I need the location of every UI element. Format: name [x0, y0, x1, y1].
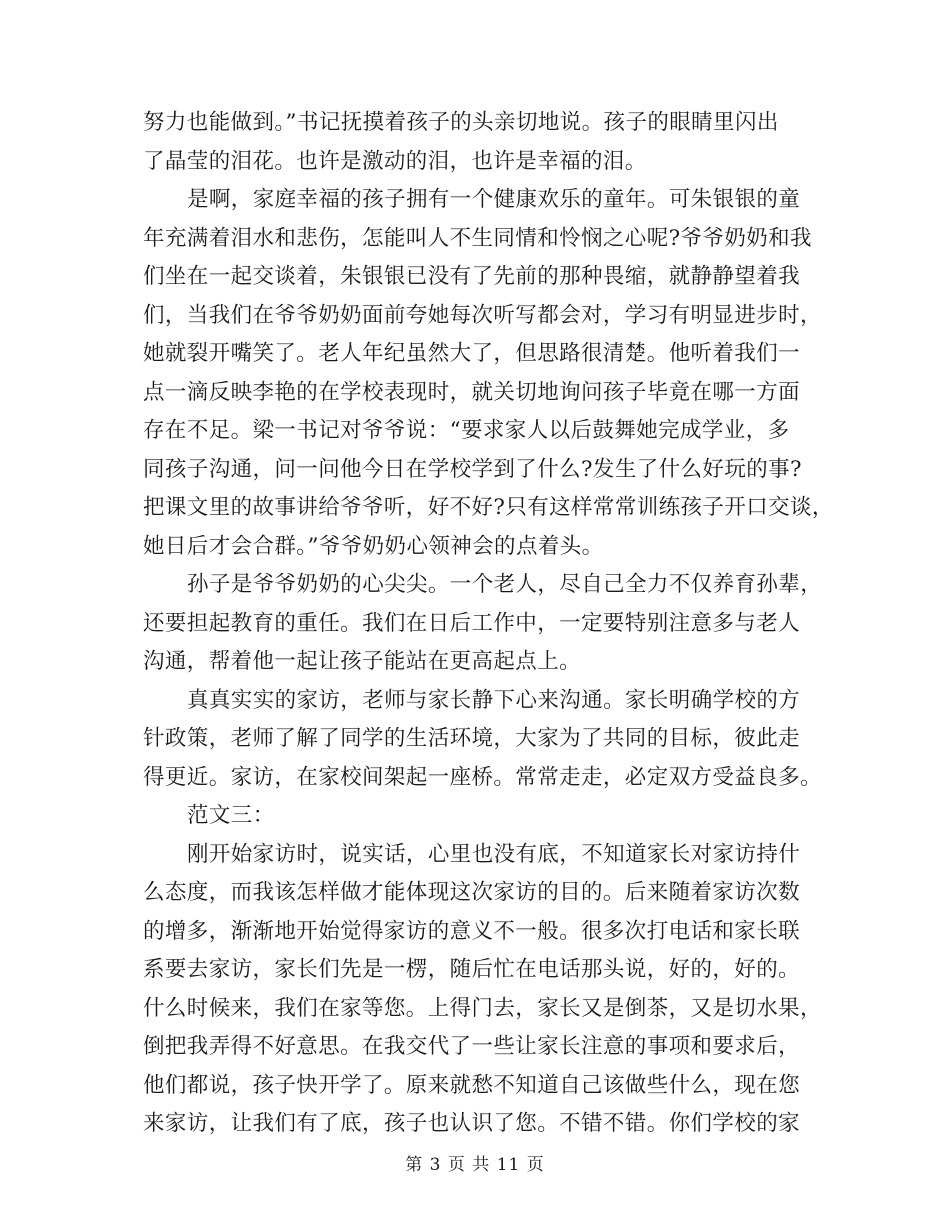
- text-line: 真真实实的家访，老师与家长静下心来沟通。家长明确学校的方: [187, 687, 801, 713]
- text-line: 沟通，帮着他一起让孩子能站在更高起点上。: [143, 649, 582, 674]
- text-line: 把课文里的故事讲给爷爷听，好不好?只有这样常常训练孩子开口交谈，: [143, 495, 834, 520]
- text-line: 努力也能做到。”书记抚摸着孩子的头亲切地说。孩子的眼睛里闪出: [143, 110, 779, 135]
- text-line: 年充满着泪水和悲伤，怎能叫人不生同情和怜悯之心呢?爷爷奶奶和我: [143, 225, 812, 251]
- text-line: 她就裂开嘴笑了。老人年纪虽然大了，但思路很清楚。他听着我们一: [143, 341, 801, 366]
- text-line: 倒把我弄得不好意思。在我交代了一些让家长注意的事项和要求后，: [143, 1034, 801, 1059]
- text-line: 来家访，让我们有了底，孩子也认识了您。不错不错。你们学校的家: [143, 1111, 801, 1136]
- text-line: 了晶莹的泪花。也许是激动的泪，也许是幸福的泪。: [143, 148, 647, 174]
- text-line: 什么时候来，我们在家等您。上得门去，家长又是倒茶，又是切水果，: [143, 995, 822, 1021]
- text-line: 是啊，家庭幸福的孩子拥有一个健康欢乐的童年。可朱银银的童: [187, 187, 801, 212]
- text-line: 得更近。家访，在家校间架起一座桥。常常走走，必定双方受益良多。: [143, 764, 822, 790]
- text-line: 点一滴反映李艳的在学校表现时，就关切地询问孩子毕竟在哪一方面: [143, 379, 801, 405]
- text-line: 还要担起教育的重任。我们在日后工作中，一定要特别注意多与老人: [143, 610, 801, 636]
- text-line: 的增多，渐渐地开始觉得家访的意义不一般。很多次打电话和家长联: [143, 918, 801, 944]
- text-line: 她日后才会合群。”爷爷奶奶心领神会的点着头。: [143, 533, 604, 559]
- text-line: 刚开始家访时，说实话，心里也没有底，不知道家长对家访持什: [187, 841, 801, 867]
- text-line: 么态度，而我该怎样做才能体现这次家访的目的。后来随着家访次数: [143, 880, 801, 905]
- text-line: 系要去家访，家长们先是一楞，随后忙在电话那头说，好的，好的。: [143, 957, 801, 982]
- page-number-footer: 第 3 页 共 11 页: [405, 1155, 545, 1175]
- text-line: 他们都说，孩子快开学了。原来就愁不知道自己该做些什么，现在您: [143, 1072, 801, 1098]
- text-line: 同孩子沟通，问一问他今日在学校学到了什么?发生了什么好玩的事?: [143, 456, 802, 482]
- text-line: 存在不足。梁一书记对爷爷说：“要求家人以后鼓舞她完成学业，多: [143, 418, 790, 443]
- text-line: 们坐在一起交谈着，朱银银已没有了先前的那种畏缩，就静静望着我: [143, 264, 801, 289]
- text-line: 范文三：: [187, 803, 275, 828]
- text-line: 们，当我们在爷爷奶奶面前夸她每次听写都会对，学习有明显进步时，: [143, 302, 822, 328]
- body-text: [143, 104, 834, 1144]
- text-line: 孙子是爷爷奶奶的心尖尖。一个老人，尽自己全力不仅养育孙辈，: [187, 572, 823, 597]
- text-line: 针政策，老师了解了同学的生活环境，大家为了共同的目标，彼此走: [143, 726, 801, 751]
